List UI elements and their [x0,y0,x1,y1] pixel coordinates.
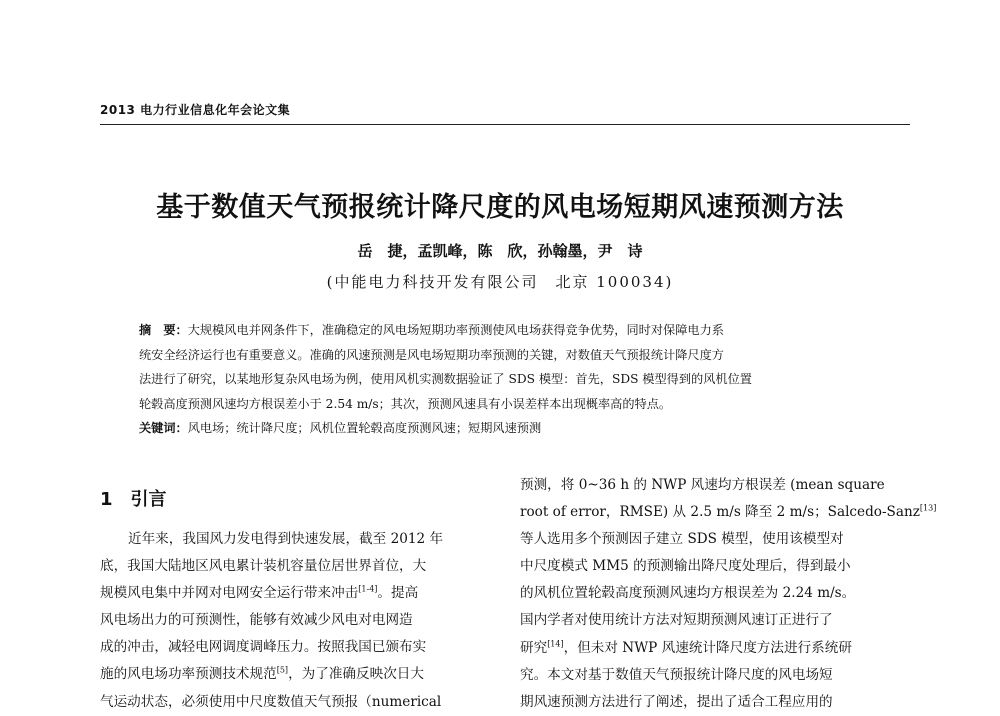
body-line: 国内学者对使用统计方法对短期预测风速订正进行了 [520,612,833,629]
body-line: 风电场出力的可预测性，能够有效减少风电对电网造 [100,612,413,629]
left-column [100,526,480,716]
body-line: 成的冲击，减轻电网调度调峰压力。按照我国已颁布实 [100,639,427,656]
citation: [5] [276,665,289,675]
citation: [13] [919,503,937,513]
abstract-text: 大规模风电并网条件下，准确稳定的风电场短期功率预测使风电场获得竞争优势，同时对保障电力系 [187,323,724,337]
body-line [100,580,480,607]
section-title: 引言 [130,489,167,510]
running-head: 2013 电力行业信息化年会论文集 [100,103,291,117]
body-line: 气运动状态，必须使用中尺度数值天气预报（numerical [100,693,442,710]
body-line: 预测，将 0~36 h 的 NWP 风速均方根误差 (mean square [520,477,885,493]
body-line: 的风机位置轮毂高度预测风速均方根误差为 2.24 m/s。 [520,585,856,602]
body-text: root of error，RMSE) 从 2.5 m/s 降至 2 m/s；Salcedo-Sanz [520,504,920,521]
body-line: 中尺度模式 MM5 的预测输出降尺度处理后，得到最小 [520,558,851,575]
paper-title: 基于数值天气预报统计降尺度的风电场短期风速预测方法 [156,192,844,223]
keywords-text: 风电场；统计降尺度；风机位置轮毂高度预测风速；短期风速预测 [187,421,542,436]
body-text: ，但未对 NWP 风速统计降尺度方法进行系统研 [563,639,852,656]
body-text: 规模风电集中并网对电网安全运行带来冲击 [100,585,359,602]
abstract-block [139,318,859,441]
right-column [520,472,937,716]
section-number: 1 [100,489,113,510]
body-text: 。提高 [377,585,419,602]
paper-affiliation: (中能电力科技开发有限公司 北京 100034) [326,273,674,291]
abstract-label: 摘 要： [139,323,188,337]
abstract-line: 统安全经济运行也有重要意义。准确的风速预测是风电场短期功率预测的关键，对数值天气预报统计降尺度方 [139,347,724,362]
body-line [520,499,937,526]
abstract-line [139,318,859,343]
citation: [1-4] [358,584,378,594]
abstract-line: 法进行了研究，以某地形复杂风电场为例，使用风机实测数据验证了 SDS 模型：首先，SDS 模型得到的风机位置 [139,372,752,387]
body-text: 施的风电场功率预测技术规范 [100,666,277,683]
keywords-label: 关键词： [139,421,188,436]
body-line [100,661,480,688]
citation: [14] [547,639,564,649]
body-line: 等人选用多个预测因子建立 SDS 模型，使用该模型对 [520,531,844,548]
section-heading [100,485,167,511]
header-rule [100,124,910,125]
body-text: 研究 [520,639,548,656]
body-line: 究。本文对基于数值天气预报统计降尺度的风电场短 [520,666,833,683]
keywords-line [139,416,859,441]
body-line: 底，我国大陆地区风电累计装机容量位居世界首位，大 [100,558,427,575]
body-line [520,635,910,662]
abstract-line: 轮毂高度预测风速均方根误差小于 2.54 m/s；其次，预测风速具有小误差样本出现概率高的特点。 [139,396,672,411]
paper-authors: 岳 捷，孟凯峰，陈 欣，孙翰墨，尹 诗 [357,242,643,260]
body-line: 近年来，我国风力发电得到快速发展，截至 2012 年 [128,531,444,547]
body-text: ，为了准确反映次日大 [288,666,424,683]
body-line: 期风速预测方法进行了阐述，提出了适合工程应用的 [520,693,833,710]
